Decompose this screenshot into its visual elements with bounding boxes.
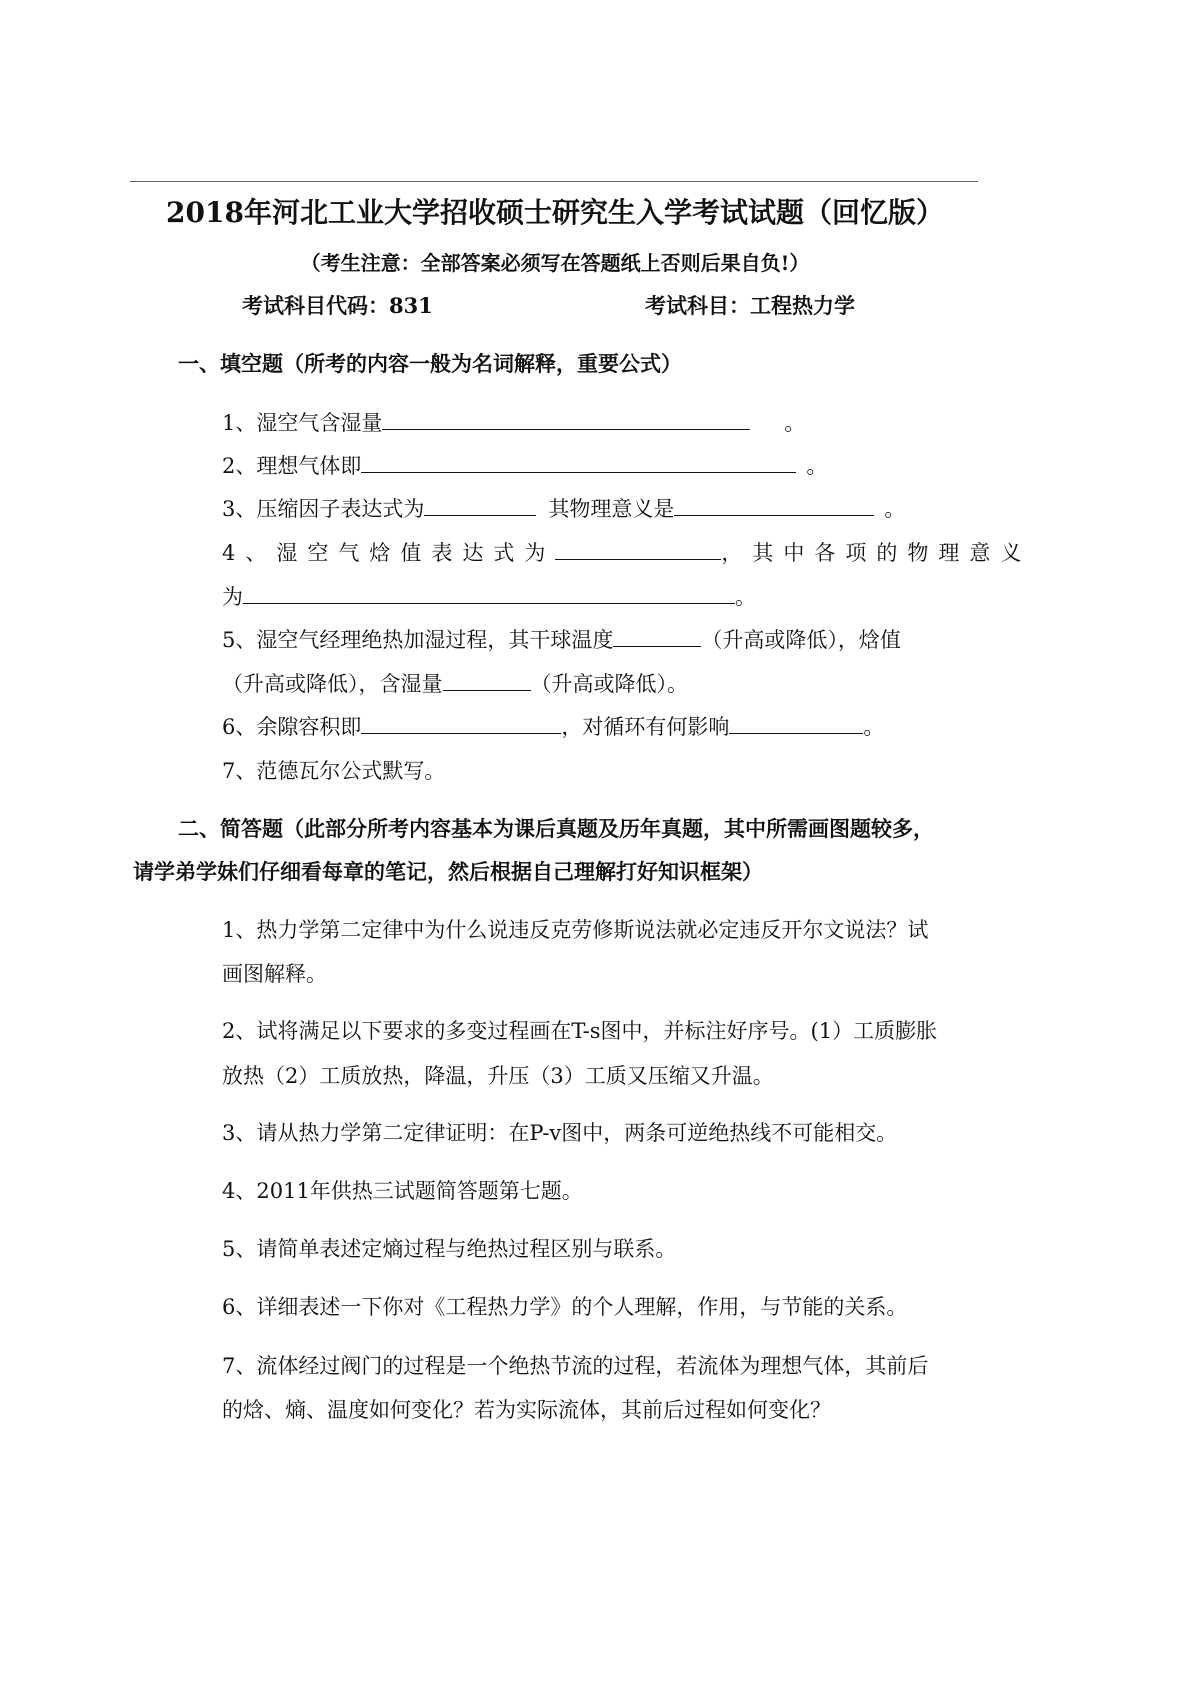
answer-blank (674, 495, 874, 516)
fill-question-4 (222, 539, 1031, 567)
question-text: 1、湿空气含湿量 (222, 411, 383, 435)
answer-blank (424, 495, 536, 516)
page-title: 2018年河北工业大学招收硕士研究生入学考试试题（回忆版） (166, 196, 944, 229)
question-text: ，其中各项的物理意义 (721, 541, 1032, 565)
answer-blank (729, 713, 863, 734)
fill-question-4-cont (222, 583, 756, 611)
question-text: ，对循环有何影响 (561, 715, 730, 739)
fill-question-3 (222, 495, 905, 523)
fill-question-1 (222, 409, 805, 437)
fill-question-6 (222, 713, 884, 741)
short-question-1: 1、热力学第二定律中为什么说违反克劳修斯说法就必定违反开尔文说法？试 (222, 918, 929, 942)
question-text: 4、湿空气焓值表达式为 (222, 541, 556, 565)
question-text: 。 (863, 715, 885, 739)
section2-heading-cont: 请学弟学妹们仔细看每章的笔记，然后根据自己理解打好知识框架） (133, 859, 763, 884)
question-text: 。 (784, 411, 806, 435)
answer-blank (382, 409, 750, 430)
short-question-7-cont: 的焓、熵、温度如何变化？若为实际流体，其前后过程如何变化？ (222, 1398, 831, 1422)
fill-question-7: 7、范德瓦尔公式默写。 (222, 759, 446, 783)
section1-heading: 一、填空题（所考的内容一般为名词解释，重要公式） (178, 351, 682, 376)
answer-blank (361, 452, 796, 473)
short-question-6: 6、详细表述一下你对《工程热力学》的个人理解，作用，与节能的关系。 (222, 1295, 908, 1319)
question-text: 。 (735, 585, 756, 609)
short-question-1-cont: 画图解释。 (222, 962, 327, 986)
answer-blank (613, 626, 701, 647)
subject-code: 考试科目代码：831 (242, 293, 433, 318)
fill-question-5-cont (222, 670, 688, 698)
question-text: 。 (806, 454, 828, 478)
fill-question-2 (222, 452, 827, 480)
answer-blank (555, 539, 721, 560)
answer-blank (361, 713, 561, 734)
header-rule (130, 181, 978, 182)
fill-question-5 (222, 626, 901, 654)
exam-notice: （考生注意：全部答案必须写在答题纸上否则后果自负!） (300, 251, 810, 275)
short-question-4: 4、2011年供热三试题简答题第七题。 (222, 1179, 583, 1203)
answer-blank (243, 583, 735, 604)
question-text: 为 (222, 585, 243, 609)
question-text: 3、压缩因子表达式为 (222, 497, 425, 521)
question-text: （升高或降低）。 (530, 672, 688, 696)
subject-name: 考试科目：工程热力学 (645, 293, 855, 318)
short-question-2-cont: 放热（2）工质放热，降温，升压（3）工质又压缩又升温。 (222, 1064, 774, 1088)
question-text: 。 (884, 497, 906, 521)
short-question-2: 2、试将满足以下要求的多变过程画在T-s图中，并标注好序号。(1）工质膨胀 (222, 1019, 938, 1043)
short-question-5: 5、请简单表述定熵过程与绝热过程区别与联系。 (222, 1237, 677, 1261)
short-question-7: 7、流体经过阀门的过程是一个绝热节流的过程，若流体为理想气体，其前后 (222, 1354, 929, 1378)
question-text: 其物理意义是 (548, 497, 675, 521)
answer-blank (443, 670, 531, 691)
question-text: 2、理想气体即 (222, 454, 362, 478)
question-text: 6、余隙容积即 (222, 715, 362, 739)
section2-heading: 二、简答题（此部分所考内容基本为课后真题及历年真题，其中所需画图题较多， (178, 816, 934, 841)
question-text: （升高或降低），焓值 (701, 628, 901, 652)
question-text: （升高或降低），含湿量 (222, 672, 443, 696)
question-text: 5、湿空气经理绝热加湿过程，其干球温度 (222, 628, 614, 652)
short-question-3: 3、请从热力学第二定律证明：在P-v图中，两条可逆绝热线不可能相交。 (222, 1121, 898, 1145)
